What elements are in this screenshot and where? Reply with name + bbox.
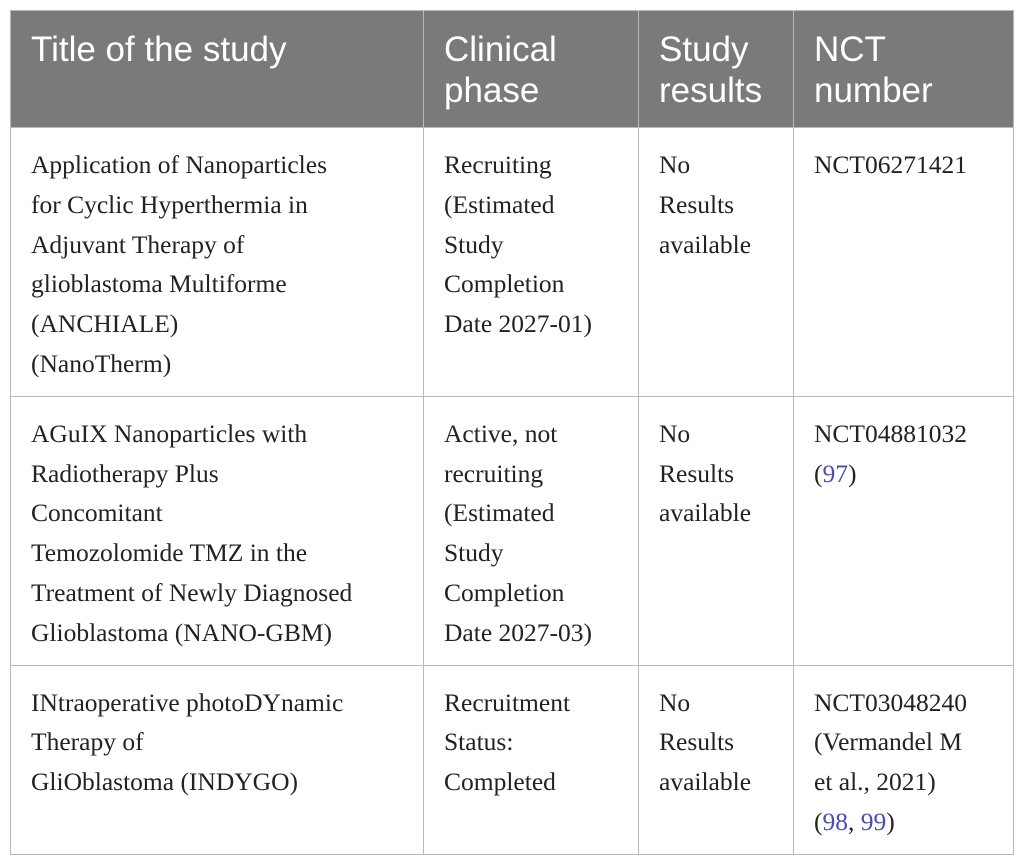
clinical-trials-table xyxy=(10,10,1014,855)
cell-text: Adjuvant Therapy of xyxy=(31,229,245,259)
cell-text: Application of Nanoparticles xyxy=(31,150,327,179)
header-text: Clinical xyxy=(444,30,557,69)
paren-close: ) xyxy=(886,806,895,836)
cell-nct-number xyxy=(794,665,1014,854)
cell-text: Completion xyxy=(444,577,565,607)
header-text: phase xyxy=(444,71,540,110)
cell-study-title xyxy=(11,665,424,854)
cell-text: No xyxy=(659,687,691,717)
cell-text: (NanoTherm) xyxy=(31,348,172,378)
cell-text: INtraoperative photoDYnamic xyxy=(31,687,344,717)
paren-open: ( xyxy=(814,458,823,488)
cell-clinical-phase xyxy=(424,396,639,665)
table-row xyxy=(11,665,1014,854)
cell-text: Temozolomide TMZ in the xyxy=(31,538,308,568)
header-text: NCT xyxy=(814,30,886,69)
cell-study-title xyxy=(11,128,424,397)
header-clinical-phase xyxy=(424,11,639,128)
cell-text: for Cyclic Hyperthermia in xyxy=(31,189,308,219)
cell-text: Study xyxy=(444,229,504,259)
nct-id: NCT03048240 xyxy=(814,687,967,717)
cell-text: glioblastoma Multiforme xyxy=(31,269,287,299)
cell-text: Recruiting xyxy=(444,150,552,179)
cell-study-results xyxy=(639,128,794,397)
header-row xyxy=(11,11,1014,128)
reference-link-98[interactable]: 98 xyxy=(822,806,848,836)
paren-open: ( xyxy=(814,806,823,836)
cell-text: (Estimated xyxy=(444,189,555,219)
cell-text: No xyxy=(659,150,691,179)
cell-nct-number xyxy=(794,396,1014,665)
author-citation: et al., 2021) xyxy=(814,767,936,797)
header-text: Title of the study xyxy=(31,30,287,69)
cell-text: Therapy of xyxy=(31,727,144,757)
header-title-of-study xyxy=(11,11,424,128)
table-row xyxy=(11,396,1014,665)
cell-nct-number xyxy=(794,128,1014,397)
paren-close: ) xyxy=(848,458,857,488)
cell-study-results xyxy=(639,665,794,854)
cell-text: Glioblastoma (NANO-GBM) xyxy=(31,617,333,647)
cell-text: available xyxy=(659,498,752,528)
cell-clinical-phase xyxy=(424,665,639,854)
cell-study-results xyxy=(639,396,794,665)
separator: , xyxy=(848,806,861,836)
cell-text: available xyxy=(659,767,752,797)
cell-text: Date 2027-03) xyxy=(444,617,592,647)
cell-clinical-phase xyxy=(424,128,639,397)
cell-text: (ANCHIALE) xyxy=(31,309,179,339)
header-text: results xyxy=(659,71,763,110)
header-study-results xyxy=(639,11,794,128)
header-text: number xyxy=(814,71,933,110)
cell-text: Recruitment xyxy=(444,687,571,717)
nct-id: NCT04881032 xyxy=(814,418,967,448)
author-citation: (Vermandel M xyxy=(814,727,962,757)
table-row xyxy=(11,128,1014,397)
cell-text: Completion xyxy=(444,269,565,299)
cell-text: recruiting xyxy=(444,458,544,488)
header-text: Study xyxy=(659,30,749,69)
nct-id: NCT06271421 xyxy=(814,150,967,179)
cell-text: Results xyxy=(659,727,735,757)
cell-text: Results xyxy=(659,189,735,219)
cell-study-title xyxy=(11,396,424,665)
cell-text: Treatment of Newly Diagnosed xyxy=(31,577,353,607)
reference-link-97[interactable]: 97 xyxy=(822,458,848,488)
cell-text: Status: xyxy=(444,727,514,757)
header-nct-number xyxy=(794,11,1014,128)
citation xyxy=(814,802,993,842)
cell-text: Results xyxy=(659,458,735,488)
cell-text: Concomitant xyxy=(31,498,163,528)
cell-text: Radiotherapy Plus xyxy=(31,458,219,488)
cell-text: No xyxy=(659,418,691,448)
cell-text: Active, not xyxy=(444,418,558,448)
citation xyxy=(814,454,993,494)
reference-link-99[interactable]: 99 xyxy=(860,806,887,836)
cell-text: Completed xyxy=(444,767,556,797)
cell-text: available xyxy=(659,229,752,259)
cell-text: Date 2027-01) xyxy=(444,309,592,339)
cell-text: GliOblastoma (INDYGO) xyxy=(31,767,298,797)
cell-text: Study xyxy=(444,538,504,568)
cell-text: AGuIX Nanoparticles with xyxy=(31,418,308,448)
cell-text: (Estimated xyxy=(444,498,555,528)
